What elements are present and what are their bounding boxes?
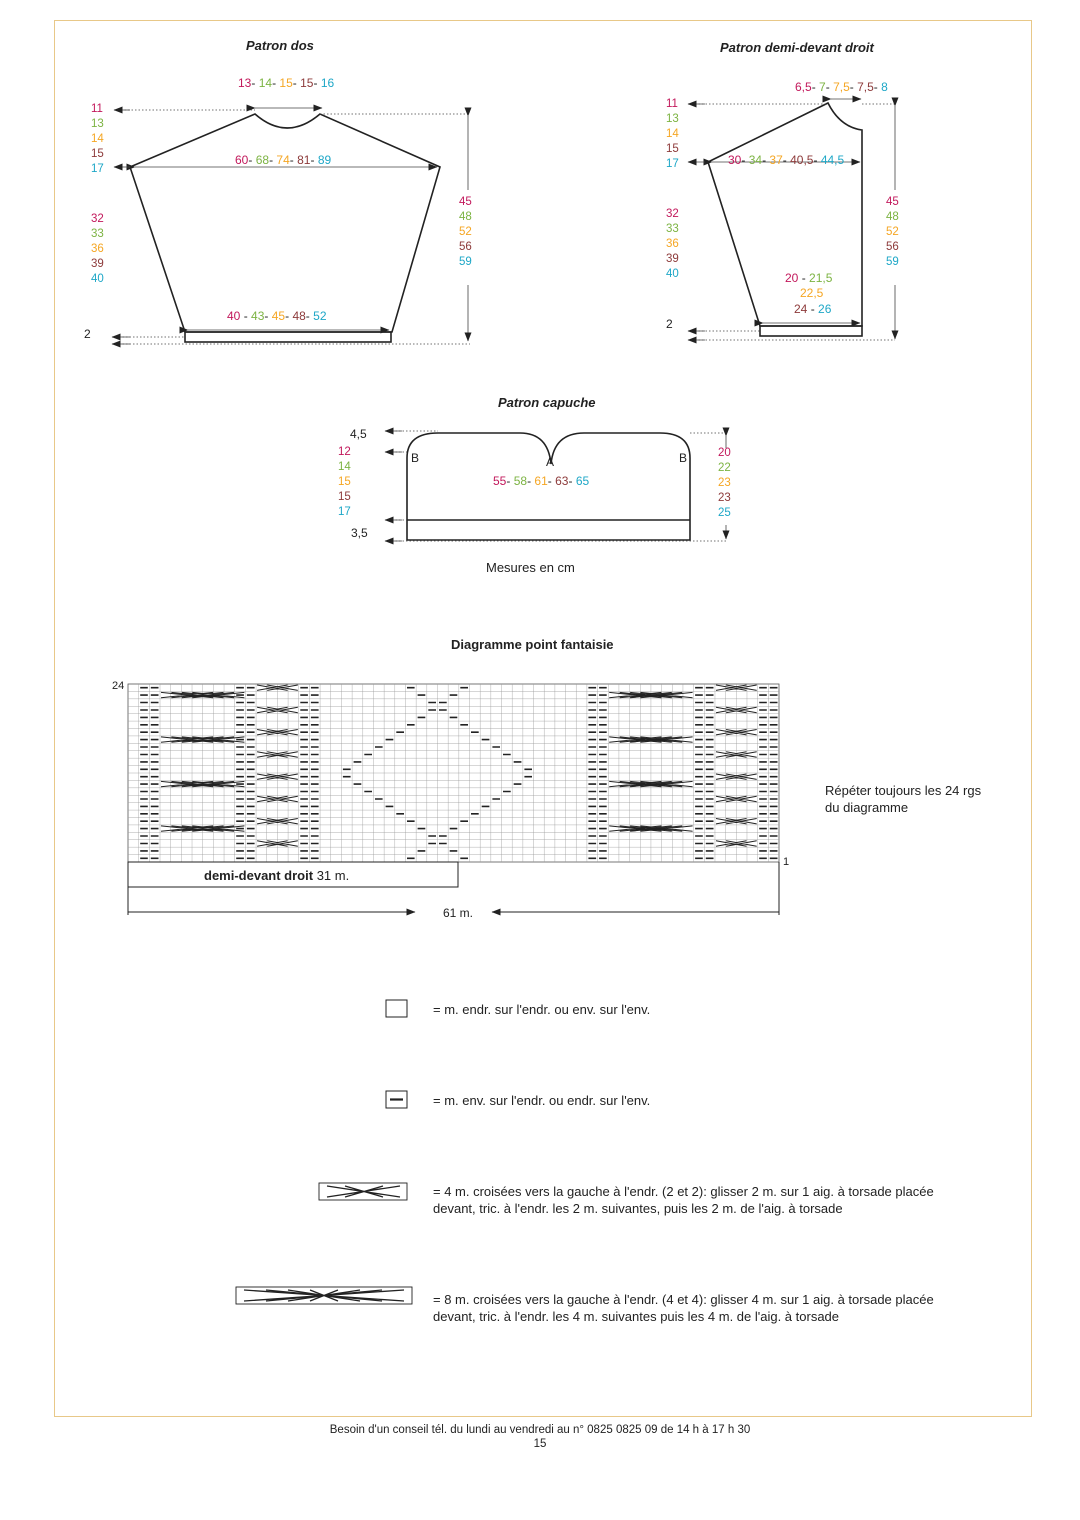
size4-value: 15 <box>91 148 104 160</box>
dos-neck-width: 13- 14- 15- 15- 16 <box>238 76 335 90</box>
diagram-title: Diagramme point fantaisie <box>451 637 614 652</box>
size5-value: 17 <box>338 506 351 518</box>
size2-value: 13 <box>91 118 104 130</box>
size2-value: 43 <box>251 309 265 323</box>
size1-value: 55 <box>493 474 507 488</box>
size1-value: 30 <box>728 153 742 167</box>
size5-value: 8 <box>881 80 888 94</box>
size3-value: 37 <box>769 153 783 167</box>
page-number: 15 <box>533 1438 547 1450</box>
size1-value: 32 <box>666 208 679 220</box>
size3-value: 14 <box>91 133 104 145</box>
patron-capuche-title: Patron capuche <box>498 395 596 410</box>
legend-symbols <box>236 1000 412 1304</box>
dos-bottom-width: 40 - 43- 45- 48- 52 <box>227 309 327 323</box>
patron-demi-devant-title: Patron demi-devant droit <box>720 40 874 55</box>
size4-value: 40,5 <box>790 153 814 167</box>
size1-value: 40 <box>227 309 241 323</box>
capuche-label-b-right: B <box>679 451 688 465</box>
capuche-bottom-height: 3,5 <box>351 526 368 540</box>
size3-value: 15 <box>338 476 351 488</box>
patron-demi-devant-dimension-lines <box>688 99 895 340</box>
size2-value: 68 <box>255 153 270 167</box>
size2-value: 22 <box>718 462 731 474</box>
size3-value: 36 <box>91 243 104 255</box>
total-stitches: 61 m. <box>443 906 474 920</box>
patron-demi-devant-drawing <box>708 103 862 336</box>
size5-value: 17 <box>666 158 679 170</box>
size5-value: 52 <box>313 309 327 323</box>
size5-value: 89 <box>317 153 332 167</box>
size4-value: 56 <box>886 241 899 253</box>
repeat-note: Répéter toujours les 24 rgs du diagramme <box>825 783 982 815</box>
dos-left-side <box>91 212 104 287</box>
size2-value: 33 <box>91 228 104 240</box>
size1-value: 11 <box>666 98 678 110</box>
dos-right-height <box>459 195 472 270</box>
size4-value: 39 <box>91 258 104 270</box>
size3-value: 14 <box>666 128 679 140</box>
size1-value: 6,5 <box>795 80 812 94</box>
size1-value: 11 <box>91 103 103 115</box>
size1-value: 60 <box>235 153 249 167</box>
size3-value: 36 <box>666 238 679 250</box>
size1-value: 45 <box>459 196 472 208</box>
demi-chest-width: 30- 34- 37- 40,5- 44,5 <box>728 153 845 167</box>
capuche-top-height: 4,5 <box>350 427 367 441</box>
dos-left-top <box>91 102 104 177</box>
size3-value: 52 <box>886 226 899 238</box>
size2-value: 33 <box>666 223 679 235</box>
size3-value: 74 <box>276 153 290 167</box>
size5-value: 16 <box>320 76 335 90</box>
units-note: Mesures en cm <box>486 560 575 575</box>
demi-devant-label-count: 31 m. <box>316 868 350 883</box>
size1-value: 45 <box>886 196 899 208</box>
size4-value: 48 <box>292 309 306 323</box>
size3-value: 23 <box>718 477 731 489</box>
size1-value: 20 <box>718 447 731 459</box>
size5-value: 40 <box>666 268 679 280</box>
size5-value: 17 <box>91 163 104 175</box>
size5-value: 44,5 <box>820 153 845 167</box>
demi-neck-width: 6,5- 7- 7,5- 7,5- 8 <box>795 80 888 94</box>
size2-value: 21,5 <box>809 271 833 285</box>
stitch-chart-grid <box>128 684 779 862</box>
size1-value: 13 <box>238 76 252 90</box>
size4-value: 56 <box>459 241 472 253</box>
size1-value: 12 <box>338 446 351 458</box>
legend-knit-text: = m. endr. sur l'endr. ou env. sur l'env. <box>433 1002 651 1017</box>
size3-value: 22,5 <box>800 286 824 300</box>
capuche-label-b-left: B <box>411 451 420 465</box>
size4-value: 15 <box>338 491 351 503</box>
size3-value: 45 <box>271 309 286 323</box>
size2-value: 7 <box>819 80 826 94</box>
size4-value: 24 <box>794 302 808 316</box>
legend-cable8-text: = 8 m. croisées vers la gauche à l'endr. (4 et 4): glisser 4 m. sur 1 aig. à torsade placée devant, tric. à l'endr. les 4 m. suivantes puis les 4 m. de l'aig. à torsade <box>433 1292 934 1324</box>
demi-rib-height: 2 <box>666 317 673 331</box>
demi-left-side <box>666 207 679 282</box>
patron-dos-drawing <box>130 114 440 342</box>
capuche-right-values <box>718 446 731 521</box>
capuche-left-values <box>338 445 351 520</box>
size5-value: 59 <box>459 256 472 268</box>
size5-value: 59 <box>886 256 899 268</box>
patron-dos-title: Patron dos <box>246 38 314 53</box>
size2-value: 58 <box>513 474 528 488</box>
size1-value: 20 <box>785 271 799 285</box>
size1-value: 32 <box>91 213 104 225</box>
size4-value: 15 <box>666 143 679 155</box>
size4-value: 63 <box>555 474 569 488</box>
legend-cable4-text: = 4 m. croisées vers la gauche à l'endr. (2 et 2): glisser 2 m. sur 1 aig. à torsade placée devant, tric. à l'endr. les 2 m. suivantes, puis les 2 m. de l'aig. à torsade <box>433 1184 934 1216</box>
size2-value: 48 <box>459 211 472 223</box>
row-number-top: 24 <box>112 680 125 692</box>
size2-value: 13 <box>666 113 679 125</box>
demi-right-height <box>886 195 899 270</box>
size5-value: 25 <box>718 507 731 519</box>
size2-value: 48 <box>886 211 899 223</box>
size4-value: 81 <box>297 153 311 167</box>
size5-value: 40 <box>91 273 104 285</box>
size2-value: 14 <box>258 76 273 90</box>
size5-value: 65 <box>575 474 590 488</box>
capuche-width: 55- 58- 61- 63- 65 <box>493 474 590 488</box>
size4-value: 15 <box>300 76 314 90</box>
size3-value: 61 <box>534 474 548 488</box>
row-number-bottom: 1 <box>783 856 790 868</box>
size4-value: 23 <box>718 492 731 504</box>
size3-value: 7,5 <box>833 80 850 94</box>
size2-value: 34 <box>748 153 763 167</box>
size3-value: 52 <box>459 226 472 238</box>
dos-chest-width: 60- 68- 74- 81- 89 <box>235 153 332 167</box>
capuche-label-a: A <box>546 455 555 469</box>
help-line: Besoin d'un conseil tél. du lundi au vendredi au n° 0825 0825 09 de 14 h à 17 h 30 <box>329 1424 751 1436</box>
size2-value: 14 <box>338 461 351 473</box>
size5-value: 26 <box>818 302 832 316</box>
dos-rib-height: 2 <box>84 327 91 341</box>
legend-purl-text: = m. env. sur l'endr. ou endr. sur l'env. <box>433 1093 651 1108</box>
size3-value: 15 <box>279 76 293 90</box>
size4-value: 39 <box>666 253 679 265</box>
size4-value: 7,5 <box>857 80 874 94</box>
demi-left-top <box>666 97 679 172</box>
demi-devant-label-bold: demi-devant droit <box>204 868 314 883</box>
demi-devant-stitch-label <box>204 869 349 883</box>
